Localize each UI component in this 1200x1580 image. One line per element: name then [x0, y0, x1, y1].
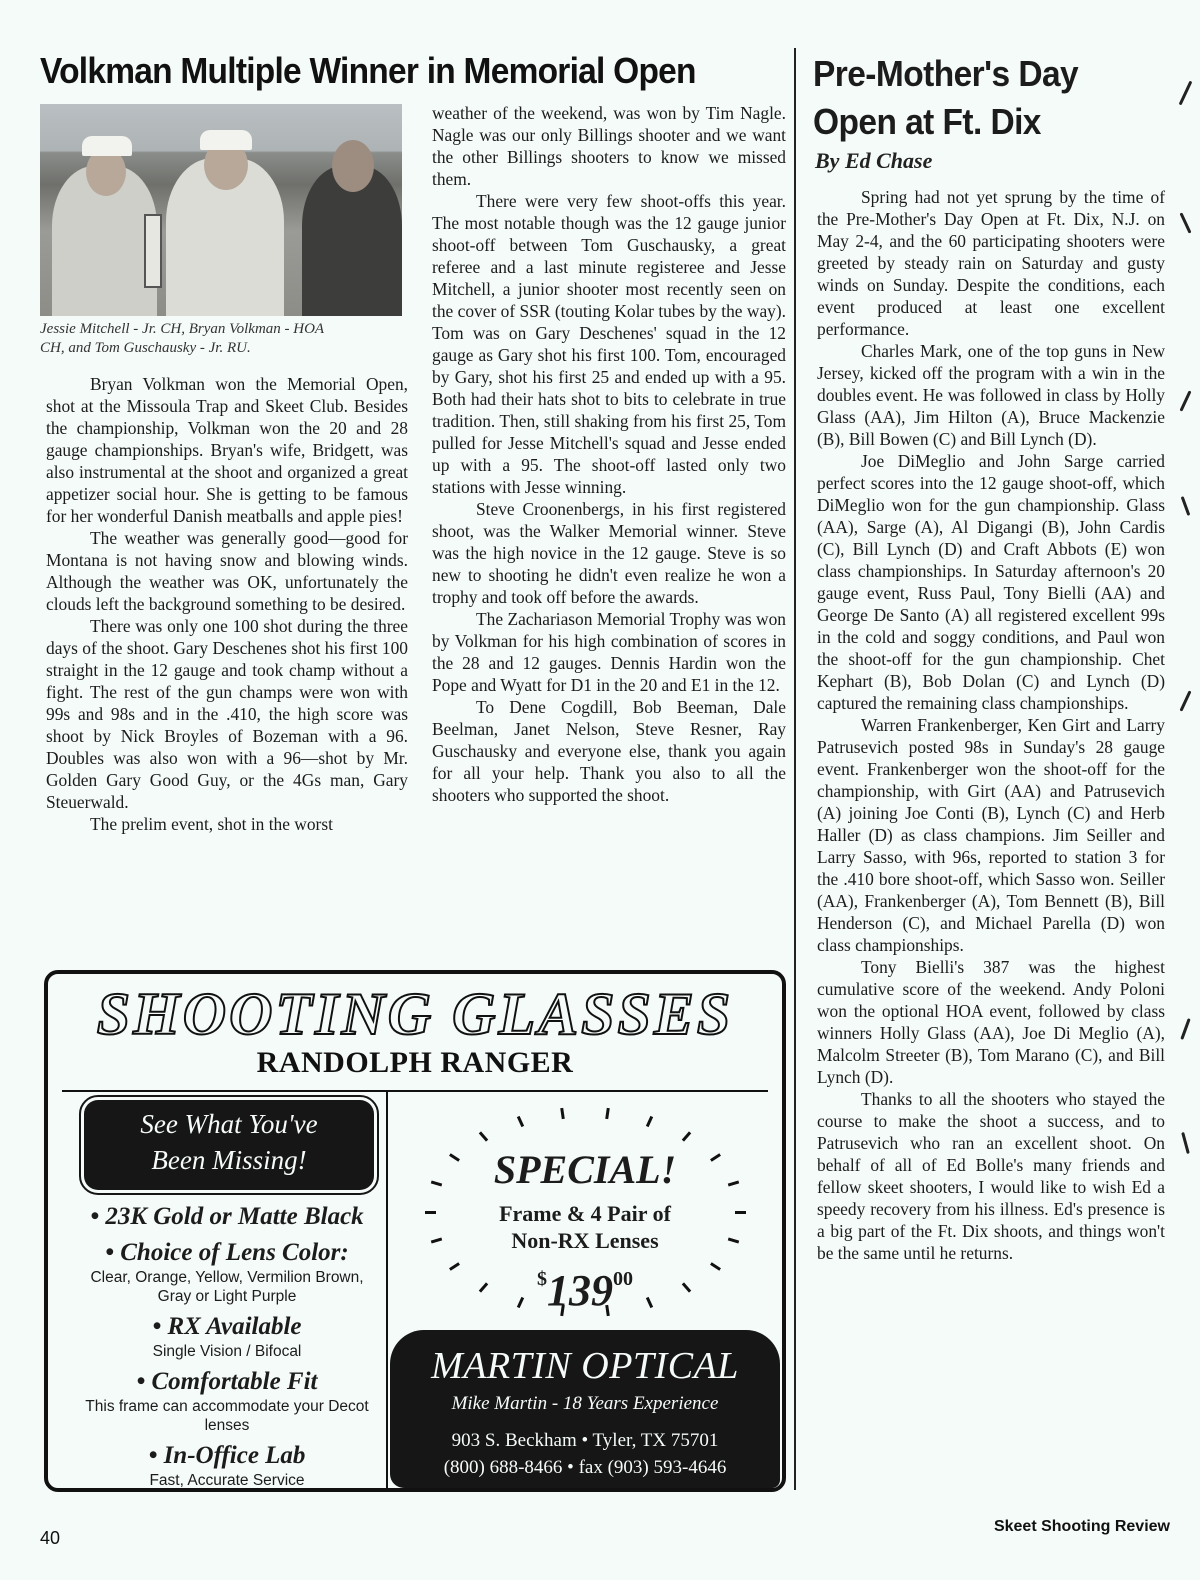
- feature-list: [72, 1196, 382, 1490]
- paragraph: There was only one 100 shot during the three days of the shoot. Gary Deschenes shot his first 100 straight in the 12 gauge and took champ without a fight. The rest of the gun champs were won with 99s and 98s and in the .410, the high score was shoot by Nick Broyles of Bozeman with a 96. Doubles was also won with a 96—shot by Mr. Golden Gary Good Guy, or the 4Gs man, Gary Steuerwald.: [46, 616, 408, 812]
- starburst-tick: [561, 1107, 566, 1118]
- page-number: 40: [40, 1528, 61, 1548]
- paragraph: Spring had not yet sprung by the time of the Pre-Mother's Day Open at Ft. Dix, N.J. on May 2-4, and the 60 participating shooters were greeted by steady rain on Saturday and gusty winds on Sunday. Despite the conditions, each event produced at least one excellent performance.: [817, 187, 1165, 339]
- article1-column1: [46, 373, 408, 835]
- feature-detail: Clear, Orange, Yellow, Vermilion Brown, Gray or Light Purple: [90, 1269, 364, 1305]
- paragraph: The Zachariason Memorial Trophy was won by Volkman for his high combination of scores in the 28 and 12 gauges. Dennis Hardin won the Pope and Wyatt for D1 in the 20 and E1 in the 12.: [432, 609, 786, 695]
- starburst-tick: [682, 1131, 691, 1141]
- winners-photo: [40, 104, 402, 316]
- magazine-name: Skeet Shooting Review: [993, 1518, 1170, 1535]
- feature-detail: This frame can accommodate your Decot lenses: [85, 1398, 369, 1434]
- article-headline: Volkman Multiple Winner in Memorial Open: [40, 50, 696, 91]
- article2-column: [817, 186, 1165, 1264]
- special-detail: Frame & 4 Pair of Non-RX Lenses: [499, 1201, 671, 1253]
- feature-heading: • Comfortable Fit: [136, 1368, 318, 1395]
- article1-column2: [432, 102, 786, 806]
- company-phone: (800) 688-8466 • fax (903) 593-4646: [443, 1457, 727, 1478]
- column-divider: [794, 48, 796, 1490]
- paragraph: Warren Frankenberger, Ken Girt and Larry Patrusevich posted 98s in Sunday's 28 gauge event. Frankenberger won the shoot-off for the championship, with Girt (AA) and Patrusevich (A) joining Joe Conti (B), Lynch (C) and Herb Haller (D) as class champions. Jim Seiller and Larry Sasso, with 96s, reported to station 3 for the .410 bore shoot-off, which Sasso won. Seiller (AA), Frankenberger (A), Tom Bennett (B), Bill Henderson (C), and Michael Parella (D) won class championships.: [817, 715, 1165, 955]
- article2-title: Pre-Mother's Day Open at Ft. Dix: [813, 53, 1079, 142]
- shooting-glasses-ad: [44, 970, 786, 1492]
- photo-caption: Jessie Mitchell - Jr. CH, Bryan Volkman - HOA CH, and Tom Guschausky - Jr. RU.: [40, 321, 325, 356]
- starburst-tick: [479, 1131, 488, 1141]
- feature-heading: • RX Available: [152, 1313, 302, 1340]
- paragraph: Thanks to all the shooters who stayed the course to make the shoot a success, and to Patrusevich who ran an excellent shoot. On behalf of all of Ed Bolle's many friends and fellow skeet shooters, I would like to wish Ed a speedy recovery from his illness. Ed's presence is a big part of the Ft. Dix shoots, and things won't be the same until he returns.: [817, 1089, 1165, 1263]
- paragraph: Tony Bielli's 387 was the highest cumulative score of the weekend. Andy Poloni won the optional HOA event, followed by class winners Holly Glass (AA), Joe Di Meglio (A), Malcolm Streeter (B), Tom Marano (C), and Bill Lynch (D).: [817, 957, 1165, 1087]
- feature-heading: • In-Office Lab: [148, 1442, 306, 1469]
- feature-detail: Fast, Accurate Service: [149, 1472, 305, 1489]
- ad-subtitle: RANDOLPH RANGER: [256, 1046, 574, 1079]
- paragraph: Joe DiMeglio and John Sarge carried perfect scores into the 12 gauge shoot-off, which DiMeglio won for the gun championship. Glass (AA), Sarge (A), Al Digangi (B), John Cardis (C), Bill Lynch (D) and Craft Abbots (E) won class championships. In Saturday afternoon's 20 gauge event, Russ Paul, Tony Bielli (AA) and George De Santo (A) all registered excellent 99s in the cold and soggy conditions, and Paul won the shoot-off for the gun championship. Chet Kephart (B), Bob Dolan (C) and Lynch (D) captured the remaining class championships.: [817, 451, 1165, 713]
- ad-divider: [62, 1090, 768, 1092]
- company-address: 903 S. Beckham • Tyler, TX 75701: [451, 1430, 719, 1451]
- feature-detail: Single Vision / Bifocal: [152, 1343, 302, 1360]
- company-tagline: Mike Martin - 18 Years Experience: [451, 1393, 719, 1414]
- ad-tagline: See What You've Been Missing!: [84, 1100, 374, 1190]
- special-price: $^{\$}139^{00}$: [537, 1266, 633, 1315]
- paragraph: There were very few shoot-offs this year. The most notable though was the 12 gauge junior shoot-off between Tom Guschausky, a great referee and a last minute registeree and Jesse Mitchell, a junior shooter most recently seen on the cover of SSR (touting Kolar tubes by the way). Tom was on Gary Deschenes' squad in the 12 gauge as Gary shot his first 100. Tom, encouraged by Gary, shot his first 25 and ended up with a 95. Both had their hats shot to bits to celebrate in true tradition. Then, still shaking from his first 25, Tom pulled for Jesse Mitchell's squad and Jesse ended up with a 95. The shoot-off lasted only two stations with Jesse winning.: [432, 191, 786, 497]
- paragraph: weather of the weekend, was won by Tim Nagle. Nagle was our only Billings shooter and we want the other Billings shooters to know we missed them.: [432, 103, 786, 189]
- paragraph: The prelim event, shot in the worst: [90, 814, 333, 834]
- company-name: MARTIN OPTICAL: [431, 1345, 739, 1387]
- paragraph: Steve Croonenbergs, in his first registered shoot, was the Walker Memorial winner. Steve was the high novice in the 12 gauge. Steve is so new to shooting he didn't even realize he won a trophy and took off before the awards.: [432, 499, 786, 607]
- paragraph: Bryan Volkman won the Memorial Open, shot at the Missoula Trap and Skeet Club. Besides the championship, Volkman won the 20 and 28 gauge championships. Bryan's wife, Bridgett, was also instrumental at the shoot and organized a great appetizer social hour. She is getting to be famous for her wonderful Danish meatballs and apple pies!: [46, 374, 408, 526]
- starburst-tick: [646, 1115, 653, 1126]
- byline: By Ed Chase: [815, 148, 933, 173]
- paragraph: Charles Mark, one of the top guns in New Jersey, kicked off the program with a win in the doubles event. He was followed in class by Holly Glass (AA), Jim Hilton (A), Bruce Mackenzie (B), Bill Bowen (C) and Bill Lynch (D).: [817, 341, 1165, 449]
- feature-heading: • 23K Gold or Matte Black: [90, 1203, 364, 1230]
- trophy-graphic: [144, 214, 162, 288]
- special-label: SPECIAL!: [493, 1147, 677, 1192]
- ad-title: SHOOTING GLASSES: [96, 981, 734, 1047]
- feature-heading: • Choice of Lens Color:: [105, 1239, 349, 1266]
- starburst-tick: [517, 1115, 524, 1126]
- paragraph: To Dene Cogdill, Bob Beeman, Dale Beelman, Janet Nelson, Steve Resner, Ray Guschausky and everyone else, thank you again for all your help. Thank you also to all the shooters who supported the shoot.: [432, 697, 786, 805]
- ad-divider: [386, 1090, 388, 1488]
- company-block: [390, 1330, 780, 1488]
- paragraph: The weather was generally good—good for Montana is not having snow and blowing winds. Although the weather was OK, unfortunately the clouds left the background something to be desired.: [46, 528, 408, 614]
- special-offer: [420, 1102, 750, 1322]
- starburst-tick: [605, 1107, 610, 1118]
